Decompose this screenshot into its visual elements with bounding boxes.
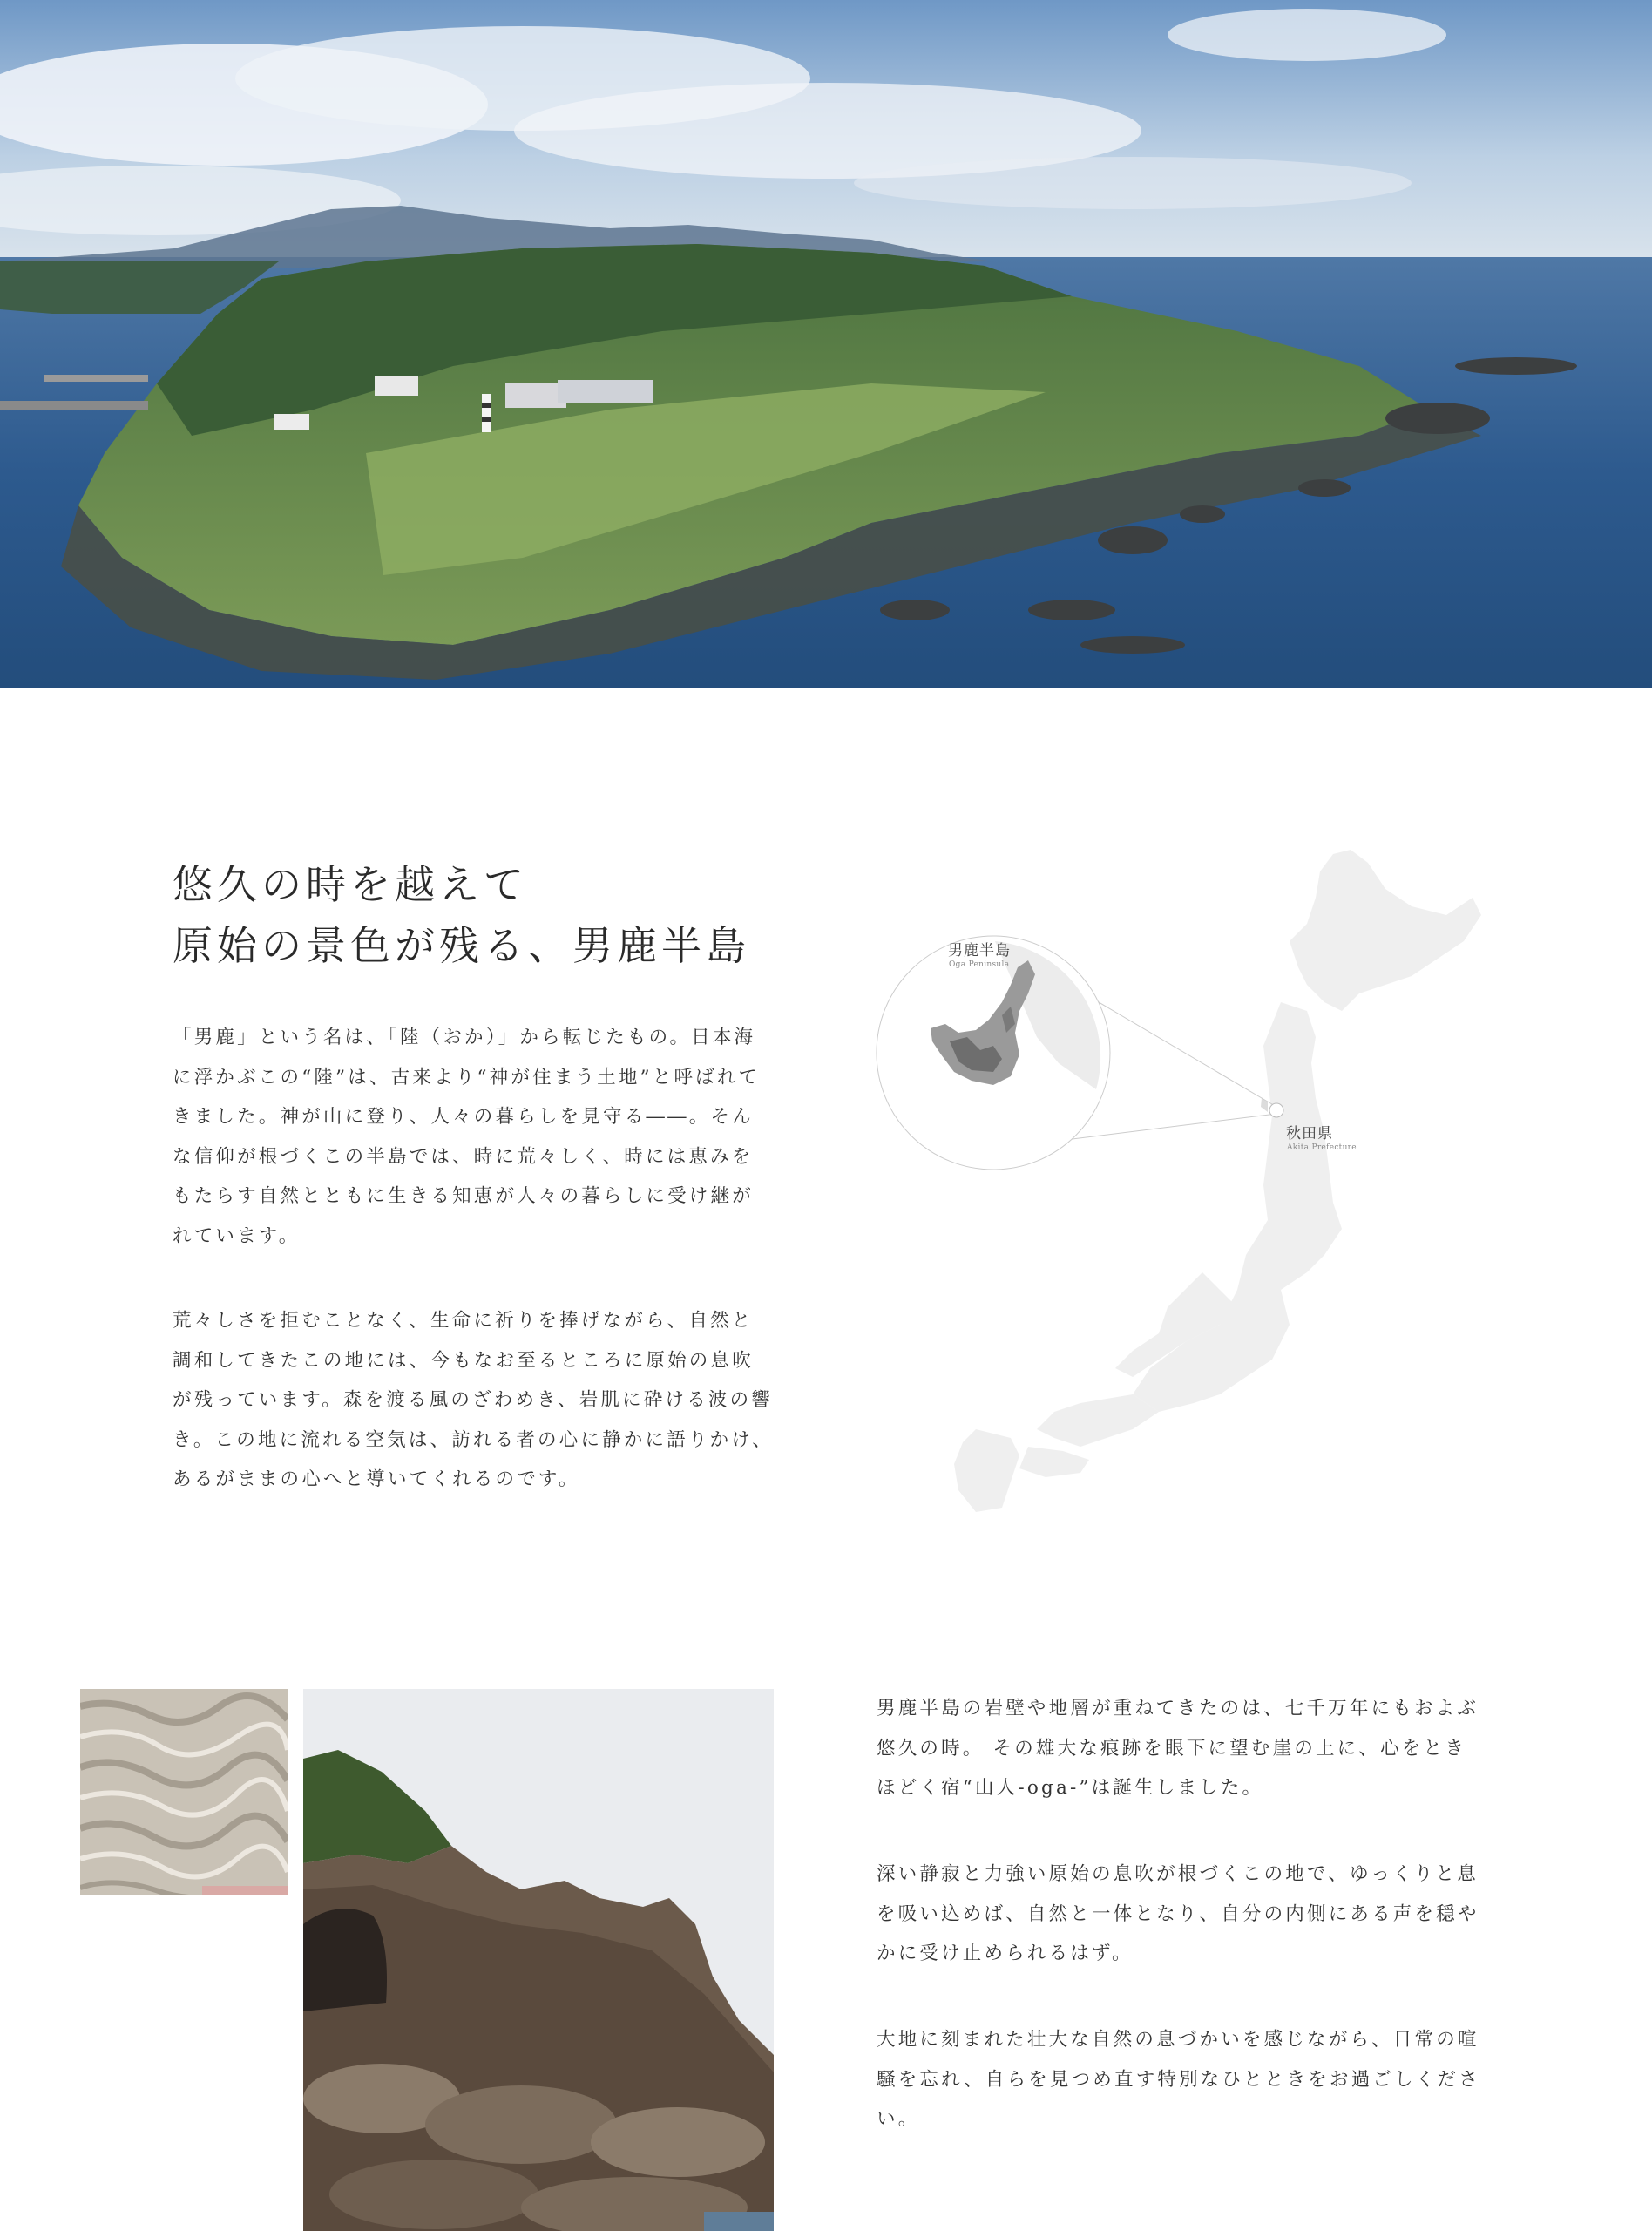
coastal-rocks-photo [303, 1689, 774, 2231]
coastal-rocks-graphic [303, 1689, 774, 2231]
oga-label-en: Oga Peninsula [949, 960, 1010, 969]
lower-paragraph-1: 男鹿半島の岩壁や地層が重ねてきたのは、七千万年にもおよぶ悠久の時。 その雄大な痕跡を眼下に望む崖の上に、心をときほどく宿“山人-oga-”は誕生しました。 [877, 1698, 1479, 1799]
aerial-coastline-photo [0, 0, 1652, 688]
intro-title [173, 854, 835, 976]
lower-paragraph-3: 大地に刻まれた壮大な自然の息づかいを感じながら、日常の喧騒を忘れ、自らを見つめ直す特別なひとときをお過ごしください。 [877, 2029, 1480, 2130]
hero-image [0, 0, 1652, 688]
intro-title-line1: 悠久の時を越えて [173, 861, 528, 908]
lower-paragraph-2: 深い静寂と力強い原始の息吹が根づくこの地で、ゆっくりと息を吸い込めば、自然と一体となり、自分の内側にある声を穏やかに受け止められるはず。 [877, 1863, 1479, 1964]
intro-paragraph-1: 「男鹿」という名は、「陸（おか）」から転じたもの。日本海に浮かぶこの“陸”は、古来より“神が住まう土地”と呼ばれてきました。神が山に登り、人々の暮らしを見守る――。そんな信仰が根づくこの半島では、時に荒々しく、時には恵みをもたらす自然とともに生きる知恵が人々の暮らしに受け継がれています。 [173, 1027, 761, 1247]
intro-paragraph-2: 荒々しさを拒むことなく、生命に祈りを捧げながら、自然と調和してきたこの地には、今もなお至るところに原始の息吹が残っています。森を渡る風のざわめき、岩肌に砕ける波の響き。この地に流れる空気は、訪れる者の心に静かに語りかけ、あるがままの心へと導いてくれるのです。 [173, 1310, 774, 1490]
japan-map [871, 837, 1499, 1516]
rock-texture-photo [80, 1689, 288, 1895]
oga-label-ja: 男鹿半島 [948, 942, 1011, 960]
akita-label-ja: 秋田県 [1286, 1125, 1333, 1143]
rock-texture-graphic [80, 1689, 288, 1895]
intro-title-line2: 原始の景色が残る、男鹿半島 [173, 922, 750, 969]
akita-label-en: Akita Prefecture [1287, 1143, 1357, 1152]
